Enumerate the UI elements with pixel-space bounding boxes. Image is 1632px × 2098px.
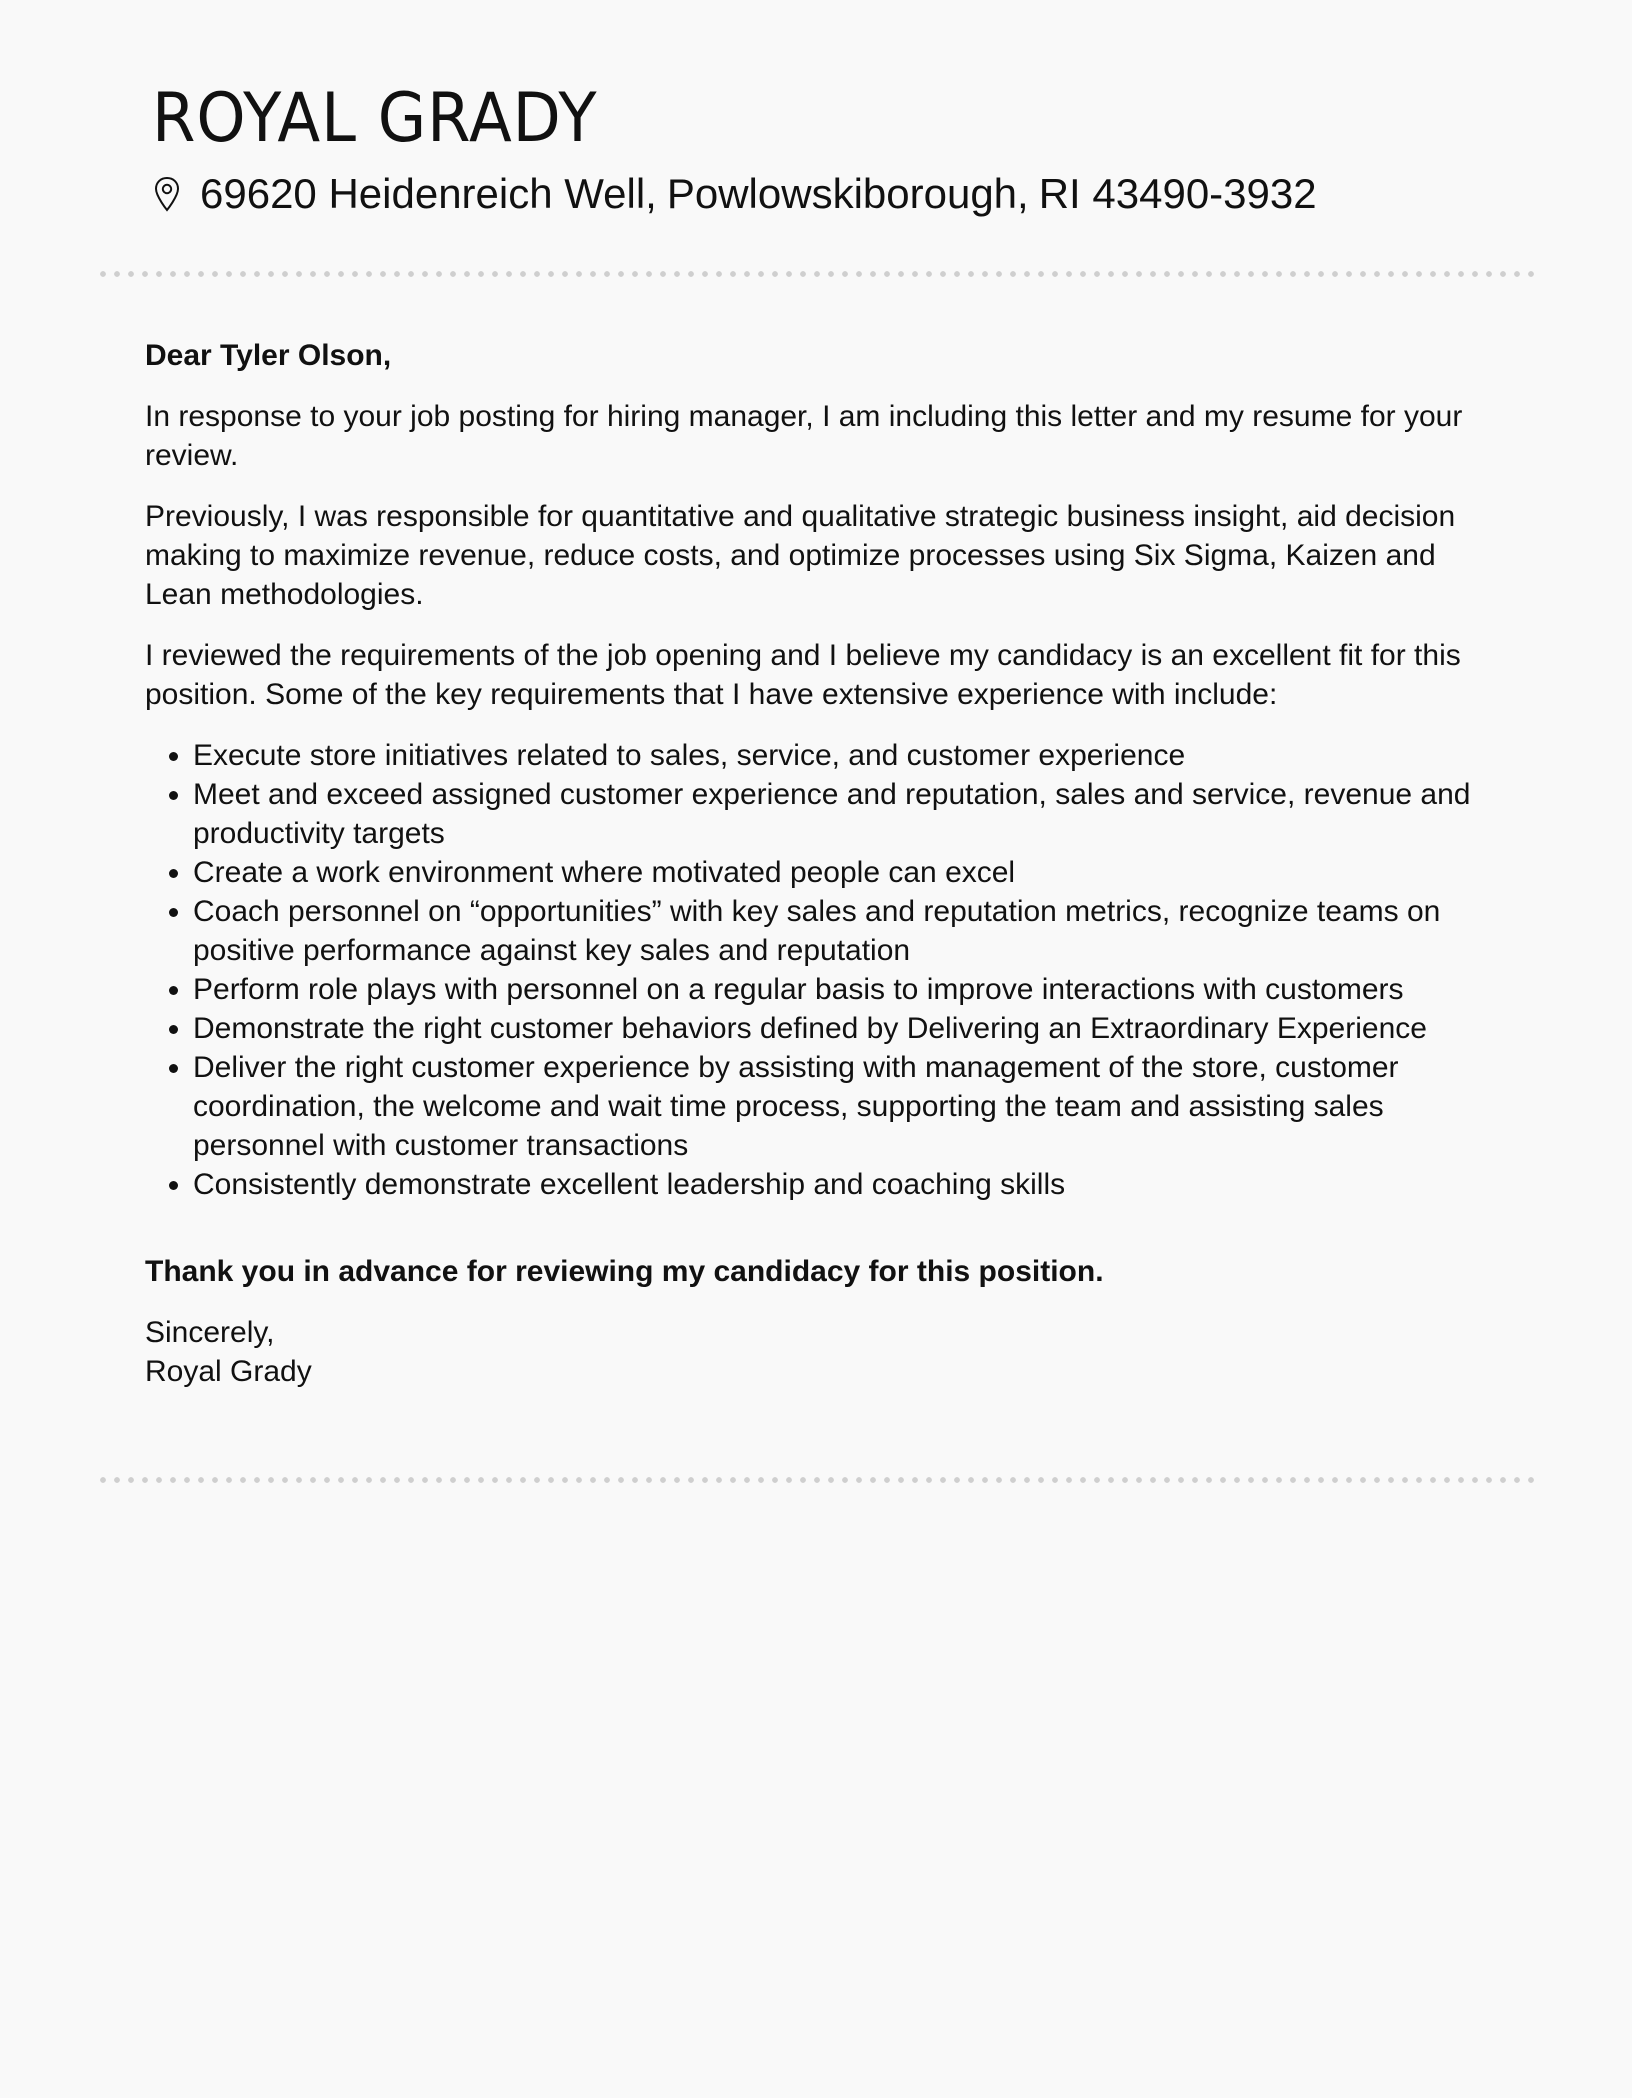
applicant-name: ROYAL GRADY [152, 79, 598, 158]
address-street: 69620 Heidenreich Well [200, 170, 646, 217]
paragraph-intro: In response to your job posting for hiring manager, I am including this letter and my resume for your review. [145, 400, 1463, 472]
address-separator: , [645, 170, 657, 217]
list-item: • Perform role plays with personnel on a regular basis to improve interactions with customers [193, 970, 1485, 1009]
address-city: Powlowskiborough [666, 170, 1018, 217]
paragraph-experience: Previously, I was responsible for quantitative and qualitative strategic business insight, aid decision making to maximize revenue, reduce costs, and optimize processes using Six Sigma, Kaizen and Lean methodologies. [145, 500, 1456, 611]
salutation: Dear Tyler Olson, [145, 339, 392, 372]
list-item: • Execute store initiatives related to sales, service, and customer experience [193, 736, 1485, 775]
list-item: • Deliver the right customer experience by assisting with management of the store, customer coordination, the welcome and wait time process, supporting the team and assisting sales personnel with customer transactions [193, 1048, 1485, 1165]
address-separator: , [1017, 170, 1029, 217]
list-item: • Meet and exceed assigned customer experience and reputation, sales and service, revenue and productivity targets [193, 775, 1485, 853]
paragraph-requirements: I reviewed the requirements of the job opening and I believe my candidacy is an excellent fit for this position. Some of the key requirements that I have extensive experience with include: [145, 639, 1461, 711]
top-dotted-divider [96, 270, 1536, 278]
signature-name: Royal Grady [145, 1355, 312, 1388]
address-state-zip: RI 43490-3932 [1038, 170, 1317, 217]
letter-header [152, 78, 1532, 222]
map-pin-icon [152, 176, 182, 212]
address-line [152, 166, 1532, 222]
list-item: • Demonstrate the right customer behaviors defined by Delivering an Extraordinary Experience [193, 1009, 1485, 1048]
closing-statement: Thank you in advance for reviewing my candidacy for this position. [145, 1255, 1104, 1288]
letter-body [145, 336, 1485, 1391]
list-item: • Create a work environment where motivated people can excel [193, 853, 1485, 892]
signoff: Sincerely, [145, 1316, 275, 1349]
list-item: • Coach personnel on “opportunities” with key sales and reputation metrics, recognize teams on positive performance against key sales and reputation [193, 892, 1485, 970]
list-item: • Consistently demonstrate excellent leadership and coaching skills [193, 1165, 1485, 1204]
bottom-dotted-divider [96, 1476, 1536, 1484]
requirements-list [145, 736, 1485, 1204]
